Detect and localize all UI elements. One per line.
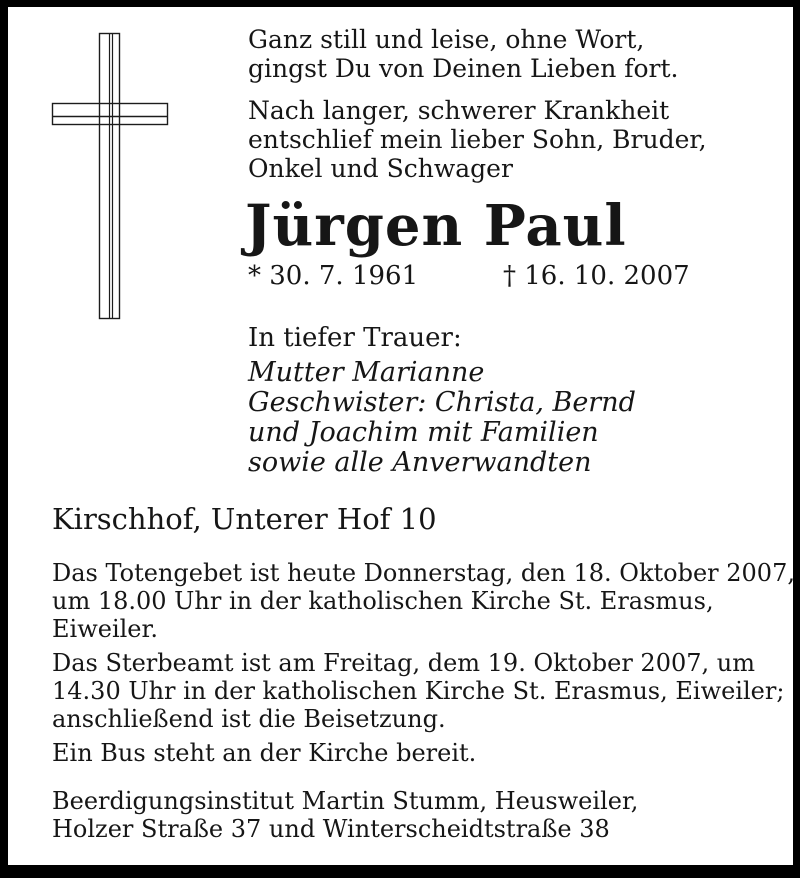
epigraph-verse [248, 25, 679, 83]
mourner-line: und Joachim mit Familien [248, 417, 599, 448]
intro-text [248, 96, 707, 183]
mourner-line: Geschwister: Christa, Bernd [248, 387, 636, 418]
funeral-home-line: Holzer Straße 37 und Winterscheidtstraße 38 [52, 815, 610, 843]
intro-line: entschlief mein lieber Sohn, Bruder, [248, 125, 707, 154]
funeral-home-line: Beerdigungsinstitut Martin Stumm, Heusweiler, [52, 787, 639, 815]
mourner-line: sowie alle Anverwandten [248, 447, 592, 478]
sterbeamt-paragraph [52, 649, 784, 733]
sterbeamt-line: Das Sterbeamt ist am Freitag, dem 19. Oktober 2007, um [52, 649, 755, 677]
bus-note: Ein Bus steht an der Kirche bereit. [52, 739, 477, 767]
family-address: Kirschhof, Unterer Hof 10 [52, 502, 437, 536]
memorial-cross-icon [45, 28, 175, 324]
totengebet-paragraph [52, 559, 795, 643]
intro-line: Onkel und Schwager [248, 154, 513, 183]
epigraph-line: Ganz still und leise, ohne Wort, [248, 25, 645, 54]
intro-line: Nach langer, schwerer Krankheit [248, 96, 670, 125]
mourners-list [248, 358, 636, 478]
deceased-name: Jürgen Paul [245, 193, 627, 259]
mourner-line: Mutter Marianne [248, 357, 485, 388]
mourning-label: In tiefer Trauer: [248, 323, 462, 353]
birth-date: * 30. 7. 1961 [248, 261, 419, 291]
life-dates [248, 260, 718, 294]
death-date: † 16. 10. 2007 [503, 261, 690, 291]
totengebet-line: Das Totengebet ist heute Donnerstag, den 18. Oktober 2007, [52, 559, 795, 587]
totengebet-line: um 18.00 Uhr in der katholischen Kirche St. Erasmus, [52, 587, 714, 615]
totengebet-line: Eiweiler. [52, 615, 158, 643]
sterbeamt-line: 14.30 Uhr in der katholischen Kirche St. Erasmus, Eiweiler; [52, 677, 785, 705]
funeral-home-info [52, 787, 638, 843]
epigraph-line: gingst Du von Deinen Lieben fort. [248, 54, 679, 83]
sterbeamt-line: anschließend ist die Beisetzung. [52, 705, 446, 733]
